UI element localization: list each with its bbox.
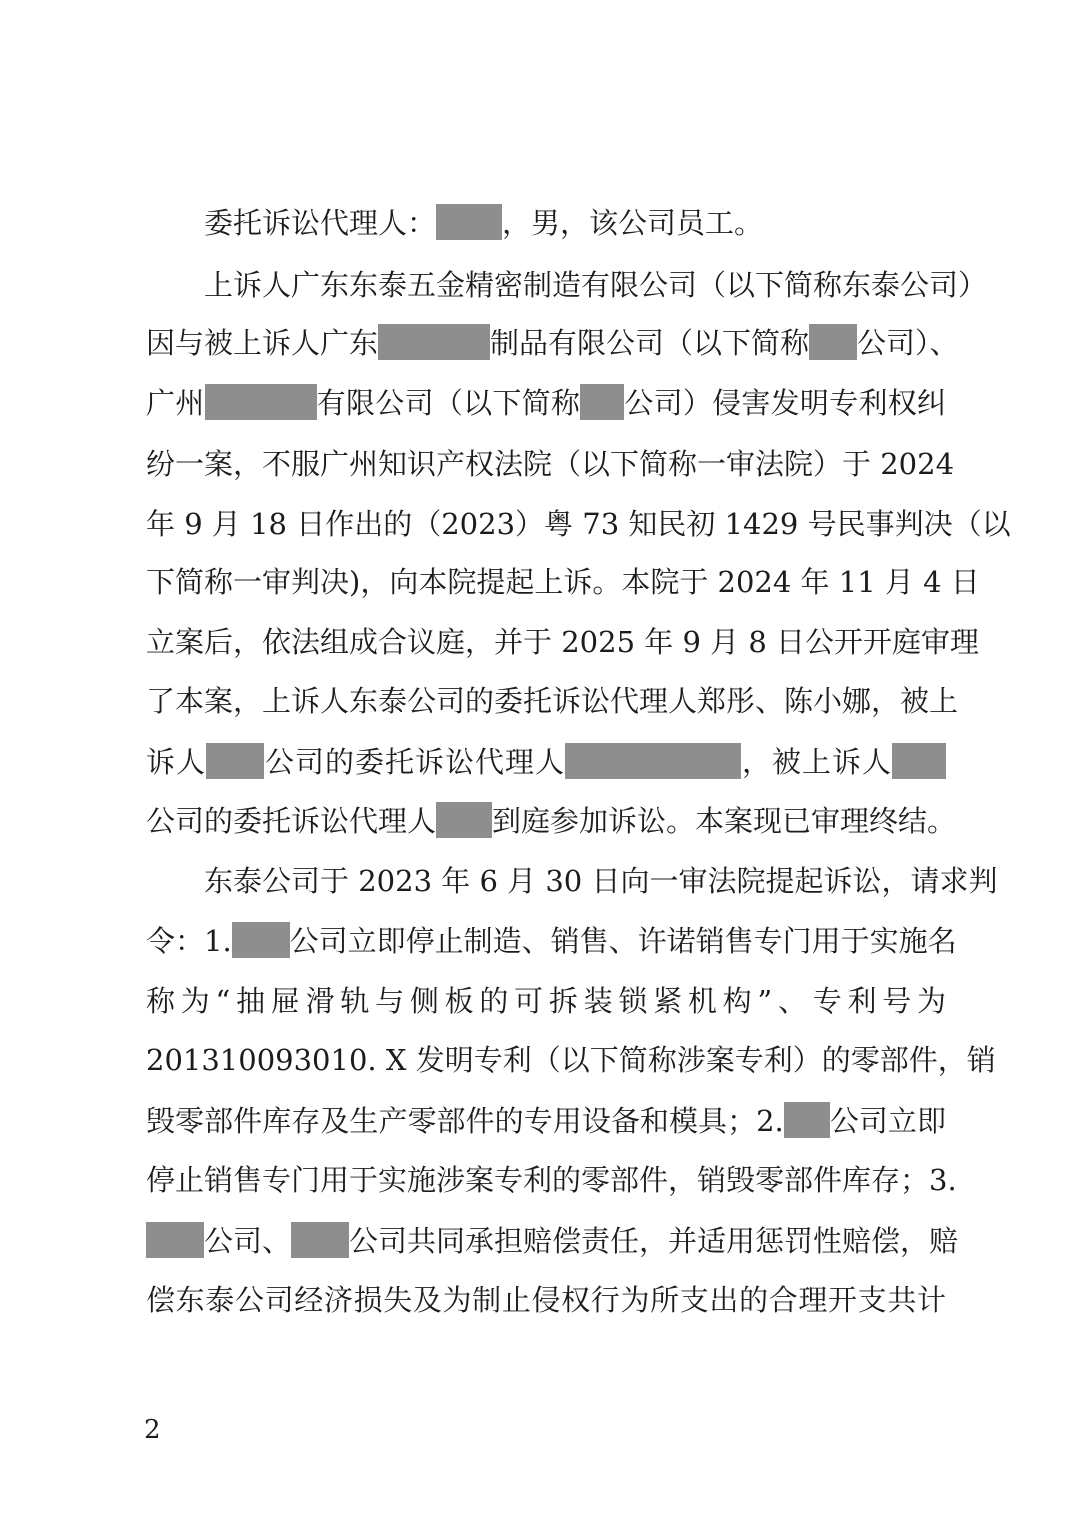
line-14-text: 称为“抽屉滑轨与侧板的可拆装锁紧机构”、专利号为 — [146, 984, 946, 1018]
redaction-block — [232, 922, 290, 958]
redaction-block — [291, 1222, 349, 1258]
text-line-1 — [204, 203, 946, 243]
text-line-14 — [146, 981, 946, 1021]
text-line-9 — [146, 681, 959, 721]
line-8-text: 立案后，依法组成合议庭，并于 2025 年 9 月 8 日公开开庭审理 — [146, 625, 980, 659]
line-2-text: 上诉人广东东泰五金精密制造有限公司（以下简称东泰公司） — [204, 268, 988, 302]
line-13-text-a: 令：1. — [146, 924, 232, 958]
line-18-text-a: 公司、 — [204, 1224, 292, 1258]
line-19-text: 偿东泰公司经济损失及为制止侵权行为所支出的合理开支共计 — [146, 1283, 946, 1317]
redaction-block — [436, 204, 502, 240]
text-line-6 — [146, 504, 1011, 544]
line-3-text-c: 公司）、 — [857, 326, 959, 360]
line-5-text: 纷一案，不服广州知识产权法院（以下简称一审法院）于 2024 — [146, 447, 955, 481]
text-line-13 — [146, 921, 957, 961]
line-3-text-a: 因与被上诉人广东 — [146, 326, 379, 360]
line-11-text-a: 公司的委托诉讼代理人 — [146, 804, 437, 838]
line-16-text-b: 公司立即 — [829, 1104, 946, 1138]
line-15-text: 201310093010. X 发明专利（以下简称涉案专利）的零部件，销 — [146, 1043, 996, 1077]
text-line-10 — [146, 742, 946, 782]
line-4-text-c: 公司）侵害发明专利权纠 — [624, 386, 946, 420]
line-10-text-c: ，被上诉人 — [740, 745, 892, 779]
text-line-16 — [146, 1101, 946, 1141]
redaction-block — [206, 743, 264, 779]
redaction-block — [436, 802, 492, 838]
line-16-text-a: 毁零部件库存及生产零部件的专用设备和模具；2. — [146, 1104, 784, 1138]
page-number: 2 — [144, 1415, 161, 1445]
line-10-text-a: 诉人 — [146, 745, 206, 779]
line-11-text-b: 到庭参加诉讼。本案现已审理终结。 — [492, 804, 957, 838]
line-6-text: 年 9 月 18 日作出的（2023）粤 73 知民初 1429 号民事判决（以 — [146, 507, 1011, 541]
line-10-text-b: 公司的委托诉讼代理人 — [264, 745, 565, 779]
text-line-17 — [146, 1160, 957, 1200]
text-line-5 — [146, 444, 955, 484]
line-1-text-a: 委托诉讼代理人： — [204, 206, 437, 240]
text-line-8 — [146, 622, 980, 662]
redaction-block — [892, 743, 946, 779]
line-13-text-b: 公司立即停止制造、销售、许诺销售专门用于实施名 — [289, 924, 957, 958]
redaction-block — [565, 743, 741, 779]
text-line-19 — [146, 1280, 946, 1320]
line-18-text-b: 公司共同承担赔偿责任，并适用惩罚性赔偿，赔 — [349, 1224, 959, 1258]
redaction-block — [205, 384, 317, 420]
redaction-block — [809, 324, 857, 360]
line-1-text-b: ，男，该公司员工。 — [502, 206, 764, 240]
text-line-11 — [146, 801, 957, 841]
line-12-text: 东泰公司于 2023 年 6 月 30 日向一审法院提起诉讼，请求判 — [204, 864, 998, 898]
text-line-12 — [204, 861, 998, 901]
line-3-text-b: 制品有限公司（以下简称 — [490, 326, 810, 360]
redaction-block — [784, 1102, 830, 1138]
redaction-block — [146, 1222, 204, 1258]
line-4-text-a: 广州 — [146, 386, 205, 420]
text-line-4 — [146, 383, 946, 423]
text-line-15 — [146, 1040, 996, 1080]
text-line-18 — [146, 1221, 959, 1261]
redaction-block — [378, 324, 490, 360]
redaction-block — [580, 384, 624, 420]
line-9-text: 了本案，上诉人东泰公司的委托诉讼代理人郑彤、陈小娜，被上 — [146, 684, 959, 718]
line-4-text-b: 有限公司（以下简称 — [316, 386, 581, 420]
text-line-3 — [146, 323, 959, 363]
line-7-text: 下简称一审判决)，向本院提起上诉。本院于 2024 年 11 月 4 日 — [146, 565, 980, 599]
text-line-2 — [204, 265, 988, 305]
line-17-text: 停止销售专门用于实施涉案专利的零部件，销毁零部件库存；3. — [146, 1163, 957, 1197]
text-line-7 — [146, 562, 980, 602]
